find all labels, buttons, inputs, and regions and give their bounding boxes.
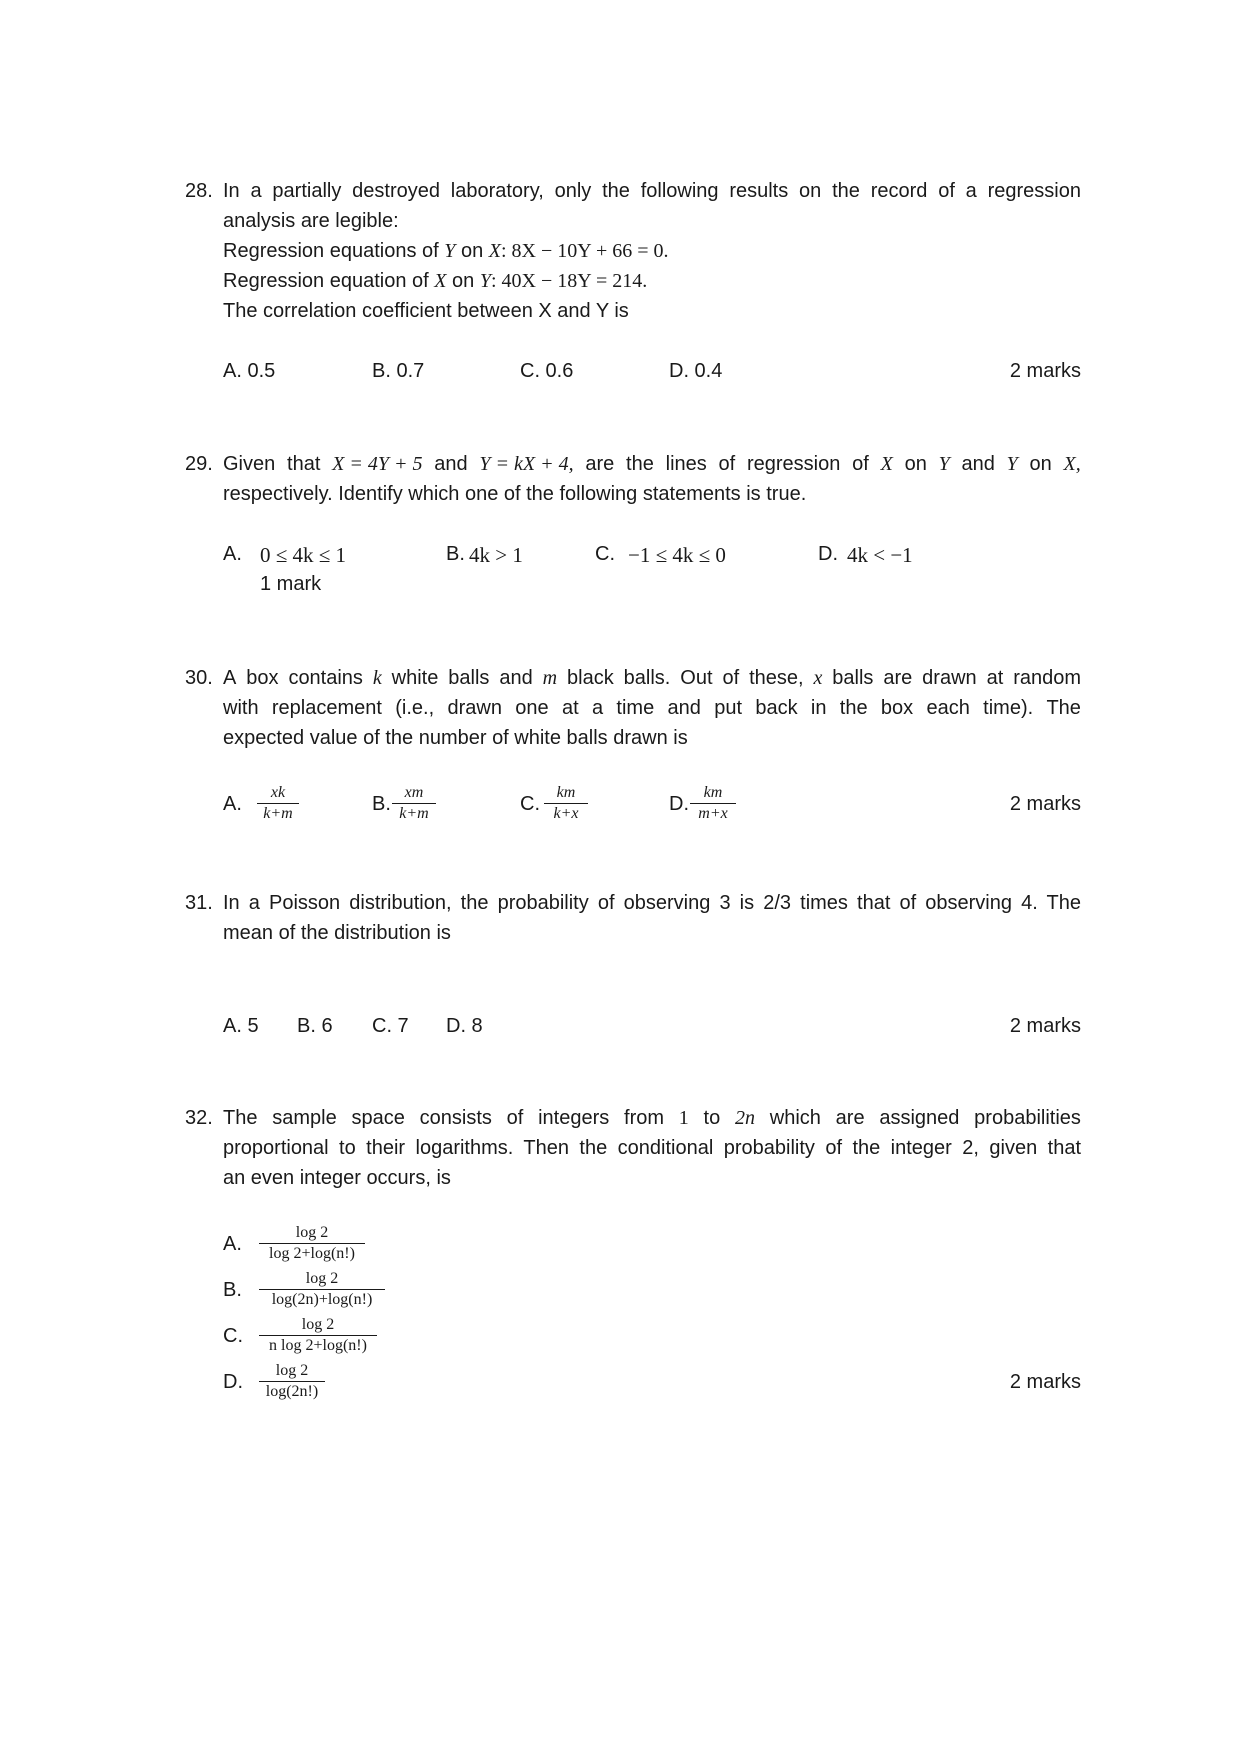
question-number: 31. (185, 892, 213, 914)
question-text: mean of the distribution is (223, 922, 451, 944)
question-text: In a Poisson distribution, the probability of observing 3 is 2/3 times that of observing 4. The (223, 892, 1081, 914)
option-d-label: D. (669, 793, 689, 815)
option-b-label: B. (446, 543, 465, 565)
marks-label: 2 marks (1009, 1015, 1081, 1037)
question-text: with replacement (i.e., drawn one at a time and put back in the box each time). The (223, 697, 1081, 719)
option-b-label: B. (223, 1279, 242, 1301)
question-text: expected value of the number of white balls drawn is (223, 727, 688, 749)
option-b: log 2 log(2n)+log(n!) (259, 1269, 385, 1310)
option-d: log 2 log(2n!) (259, 1361, 325, 1402)
question-text: Given that X = 4Y + 5 and Y = kX + 4, are the lines of regression of X on Y and Y on X, (223, 453, 1081, 475)
option-a-label: A. (223, 1233, 242, 1255)
regression-equation-y-on-x: Regression equations of Y on X: 8X − 10Y + 66 = 0. (223, 240, 669, 262)
question-text: an even integer occurs, is (223, 1167, 451, 1189)
option-c: log 2 n log 2+log(n!) (259, 1315, 377, 1356)
option-d: $\frac{km}{m+x}$ (690, 784, 736, 824)
option-d: D. 8 (446, 1015, 483, 1037)
option-c: C. 7 (372, 1015, 409, 1037)
option-c: C. 0.6 (520, 360, 574, 382)
option-b-label: B. (372, 793, 391, 815)
question-number: 30. (185, 667, 213, 689)
marks-label: 2 marks (1009, 1371, 1081, 1393)
option-b: $\frac{xm}{k+m}$ (392, 784, 436, 824)
option-a: 0 ≤ 4k ≤ 1 (260, 543, 347, 567)
option-a-label: A. (223, 793, 242, 815)
option-d: D. 0.4 (669, 360, 723, 382)
question-text: proportional to their logarithms. Then the conditional probability of the integer 2, given that (223, 1137, 1081, 1159)
question-text: The correlation coefficient between X and Y is (223, 300, 629, 322)
option-c: $\frac{km}{k+x}$ (544, 784, 588, 824)
option-d: 4k < −1 (847, 543, 913, 567)
question-text: The sample space consists of integers from 1 to 2n which are assigned probabilities (223, 1107, 1081, 1129)
marks-label: 1 mark (260, 573, 322, 595)
option-a: A. 0.5 (223, 360, 276, 382)
marks-label: 2 marks (1009, 793, 1081, 815)
option-a-label: A. (223, 543, 242, 565)
question-number: 29. (185, 453, 213, 475)
option-b: B. 0.7 (372, 360, 425, 382)
question-text: A box contains k white balls and m black balls. Out of these, x balls are drawn at random (223, 667, 1081, 689)
question-number: 28. (185, 180, 213, 202)
option-b: 4k > 1 (469, 543, 523, 567)
option-c-label: C. (520, 793, 540, 815)
regression-equation-x-on-y: Regression equation of X on Y: 40X − 18Y = 214. (223, 270, 648, 292)
option-c-label: C. (595, 543, 615, 565)
option-a: $\frac{xk}{k+m}$ (257, 784, 299, 824)
marks-label: 2 marks (1009, 360, 1081, 382)
option-b: B. 6 (297, 1015, 333, 1037)
question-text: respectively. Identify which one of the following statements is true. (223, 483, 807, 505)
option-c: −1 ≤ 4k ≤ 0 (628, 543, 726, 567)
question-number: 32. (185, 1107, 213, 1129)
question-text: In a partially destroyed laboratory, only the following results on the record of a regression (223, 180, 1081, 202)
option-a: A. 5 (223, 1015, 259, 1037)
option-d-label: D. (223, 1371, 243, 1393)
option-c-label: C. (223, 1325, 243, 1347)
option-d-label: D. (818, 543, 838, 565)
question-text: analysis are legible: (223, 210, 399, 232)
option-a: log 2 log 2+log(n!) (259, 1223, 365, 1264)
